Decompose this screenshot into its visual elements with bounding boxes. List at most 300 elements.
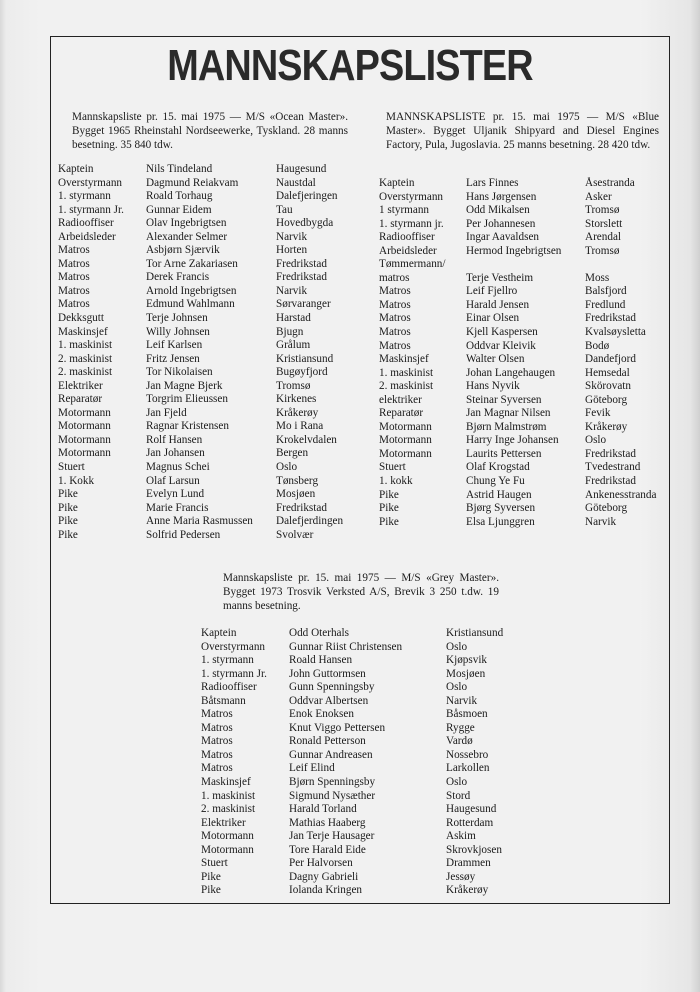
roster-row <box>201 776 526 790</box>
roster-row <box>379 407 671 421</box>
roster-hometown: Tønsberg <box>276 474 319 487</box>
roster-hometown: Båsmoen <box>446 708 488 721</box>
roster-name: Alexander Selmer <box>146 230 228 243</box>
roster-hometown: Narvik <box>276 230 308 243</box>
roster-row <box>379 475 671 489</box>
roster-name: Leif Fjellro <box>466 285 518 298</box>
roster-hometown: Skörovatn <box>585 380 631 393</box>
roster-name: Asbjørn Sjærvik <box>146 244 220 257</box>
roster-role: 1. maskinist <box>58 339 113 352</box>
roster-role: 2. maskinist <box>58 352 113 365</box>
roster-name: Odd Mikalsen <box>466 204 530 217</box>
roster-role: Matros <box>201 721 233 734</box>
roster-row <box>379 367 671 381</box>
roster-row <box>201 708 526 722</box>
roster-row <box>379 204 671 218</box>
roster-hometown: Storslett <box>585 217 623 230</box>
roster-name: Iolanda Kringen <box>289 884 363 897</box>
roster-role: Stuert <box>379 461 406 474</box>
roster-hometown: Jessøy <box>446 870 476 883</box>
roster-role: Overstyrmann <box>58 176 123 189</box>
roster-hometown: Bugøyfjord <box>276 366 328 379</box>
roster-name: Evelyn Lund <box>146 488 205 501</box>
roster-hometown: Fredrikstad <box>276 257 327 270</box>
roster-name: Tor Nikolaisen <box>146 366 213 379</box>
roster-name: Knut Viggo Pettersen <box>289 721 386 734</box>
ocean-master-intro: Mannskapsliste pr. 15. mai 1975 — M/S «Ocean Master». Bygget 1965 Rheinstahl Nordseewerke, Tyskland. 28 manns besetning. 35 840 tdw. <box>72 111 348 151</box>
roster-name: Gunnar Eidem <box>146 203 212 216</box>
roster-row <box>58 312 366 326</box>
roster-role: 1. styrmann Jr. <box>58 203 124 216</box>
roster-name: Leif Elind <box>289 762 335 775</box>
roster-hometown: Dalefjerdingen <box>276 515 344 528</box>
roster-hometown: Narvik <box>585 515 617 528</box>
roster-hometown: Haugesund <box>446 803 497 816</box>
roster-row <box>58 475 366 489</box>
roster-role: Kaptein <box>379 177 415 189</box>
roster-row <box>379 461 671 475</box>
roster-hometown: Bjugn <box>276 325 304 338</box>
roster-hometown: Mosjøen <box>446 667 486 680</box>
roster-role: Matros <box>379 285 411 298</box>
roster-hometown: Kristiansund <box>446 627 504 639</box>
roster-name: Jan Magnar Nilsen <box>466 407 551 420</box>
roster-role: Maskinsjef <box>379 353 429 366</box>
roster-role: Pike <box>58 528 78 541</box>
roster-row <box>58 366 366 380</box>
roster-name: Walter Olsen <box>466 353 525 366</box>
roster-row <box>58 231 366 245</box>
roster-name: Gunnar Riist Christensen <box>289 640 403 653</box>
roster-row <box>201 762 526 776</box>
roster-role: Matros <box>201 762 233 775</box>
roster-name: Jan Johansen <box>146 447 205 460</box>
roster-hometown: Oslo <box>276 461 298 474</box>
roster-row <box>201 749 526 763</box>
roster-hometown: Kråkerøy <box>276 406 319 419</box>
roster-role: Stuert <box>201 857 228 870</box>
roster-hometown: Oslo <box>446 681 468 694</box>
roster-name: Bjørg Syversen <box>466 502 536 515</box>
roster-row <box>58 488 366 502</box>
roster-row <box>201 790 526 804</box>
roster-role: Kaptein <box>58 163 94 175</box>
roster-row <box>201 830 526 844</box>
roster-row <box>201 817 526 831</box>
roster-row <box>379 285 671 299</box>
roster-hometown: Göteborg <box>585 502 628 515</box>
roster-row <box>58 407 366 421</box>
roster-role: 2. maskinist <box>58 366 113 379</box>
roster-hometown: Göteborg <box>585 393 628 406</box>
roster-role: Pike <box>379 488 399 501</box>
roster-hometown: Rygge <box>446 721 475 734</box>
roster-role: Motormann <box>379 434 432 447</box>
roster-role: Reparatør <box>58 393 103 406</box>
roster-name <box>466 258 585 272</box>
roster-row <box>201 641 526 655</box>
roster-role: Dekksgutt <box>58 312 104 325</box>
roster-row <box>58 447 366 461</box>
roster-row <box>58 353 366 367</box>
roster-row <box>58 271 366 285</box>
roster-name: Chung Ye Fu <box>466 475 525 488</box>
roster-role: 1. styrmann <box>201 654 254 667</box>
roster-row <box>379 191 671 205</box>
roster-hometown: Tau <box>276 203 293 216</box>
roster-hometown: Skrovkjosen <box>446 843 502 856</box>
roster-name: John Guttormsen <box>289 667 366 680</box>
roster-name: Rolf Hansen <box>146 433 203 446</box>
roster-hometown: Narvik <box>446 694 478 707</box>
roster-row <box>201 857 526 871</box>
roster-hometown: Fredrikstad <box>585 312 636 325</box>
roster-hometown: Stord <box>446 789 471 802</box>
roster-role: 1. maskinist <box>201 789 256 802</box>
roster-name: Ronald Petterson <box>289 735 366 748</box>
roster-role: Motormann <box>58 406 111 419</box>
roster-name: Oddvar Albertsen <box>289 694 369 707</box>
roster-hometown: Oslo <box>585 434 607 447</box>
roster-hometown: Grålum <box>276 339 311 352</box>
roster-name: Per Johannesen <box>466 217 536 230</box>
roster-hometown: Horten <box>276 244 308 257</box>
roster-hometown: Dandefjord <box>585 353 636 366</box>
roster-name: Nils Tindeland <box>146 163 213 175</box>
roster-name: Elsa Ljunggren <box>466 515 535 528</box>
roster-role: Maskinsjef <box>58 325 108 338</box>
roster-role: Kaptein <box>201 627 237 639</box>
roster-row <box>201 884 526 898</box>
roster-name: Harald Torland <box>289 803 357 816</box>
roster-row <box>201 668 526 682</box>
roster-name: Fritz Jensen <box>146 352 200 365</box>
roster-hometown: Mosjøen <box>276 488 316 501</box>
roster-hometown: Fredrikstad <box>276 271 327 284</box>
roster-role: Matros <box>201 748 233 761</box>
roster-hometown <box>585 258 671 272</box>
roster-name: Steinar Syversen <box>466 393 542 406</box>
roster-hometown: Kvalsøysletta <box>585 326 646 339</box>
roster-name: Mathias Haaberg <box>289 816 366 829</box>
roster-role: Matros <box>379 312 411 325</box>
roster-row <box>379 394 671 408</box>
roster-role: 2. maskinist <box>379 380 434 393</box>
roster-hometown: Fevik <box>585 407 611 420</box>
roster-name: Dagny Gabrieli <box>289 870 359 883</box>
roster-row <box>379 231 671 245</box>
roster-role: Matros <box>201 735 233 748</box>
roster-row <box>58 461 366 475</box>
roster-row <box>201 681 526 695</box>
roster-row <box>201 803 526 817</box>
roster-role: Matros <box>58 257 90 270</box>
roster-name: Laurits Pettersen <box>466 447 542 460</box>
roster-name: Anne Maria Rasmussen <box>146 515 253 528</box>
roster-row <box>58 529 366 543</box>
roster-hometown: Dalefjeringen <box>276 190 338 203</box>
roster-role: 1. styrmann jr. <box>379 217 444 230</box>
roster-name: Solfrid Pedersen <box>146 528 221 541</box>
roster-role: Matros <box>58 298 90 311</box>
roster-name: Hans Nyvik <box>466 380 520 393</box>
roster-name: Tore Harald Eide <box>289 843 366 856</box>
roster-hometown: Hovedbygda <box>276 217 334 230</box>
roster-row <box>201 695 526 709</box>
roster-name: Roald Torhaug <box>146 190 213 203</box>
roster-name: Enok Enoksen <box>289 708 354 721</box>
roster-row <box>379 340 671 354</box>
roster-name: Harry Inge Johansen <box>466 434 559 447</box>
roster-hometown: Rotterdam <box>446 816 494 829</box>
roster-role: Pike <box>379 515 399 528</box>
roster-name: Hermod Ingebrigtsen <box>466 244 562 257</box>
roster-role: Motormann <box>58 447 111 460</box>
roster-hometown: Bergen <box>276 447 309 460</box>
roster-hometown: Fredlund <box>585 298 626 311</box>
roster-role: Motormann <box>379 420 432 433</box>
roster-row <box>58 434 366 448</box>
roster-name: Jan Terje Hausager <box>289 830 375 843</box>
grey-master-roster <box>201 627 526 898</box>
roster-role: Stuert <box>58 461 85 474</box>
roster-name: Marie Francis <box>146 501 209 514</box>
roster-role: Overstyrmann <box>201 640 266 653</box>
roster-row <box>201 722 526 736</box>
roster-row <box>379 326 671 340</box>
roster-hometown: Arendal <box>585 231 622 244</box>
roster-name: Lars Finnes <box>466 177 519 189</box>
roster-name: Jan Fjeld <box>146 406 187 419</box>
roster-name: Terje Johnsen <box>146 312 208 325</box>
roster-role: matros <box>379 271 410 284</box>
roster-hometown: Tvedestrand <box>585 461 641 474</box>
roster-role: Matros <box>58 271 90 284</box>
roster-name: Roald Hansen <box>289 654 353 667</box>
roster-role: Pike <box>201 870 221 883</box>
roster-row <box>379 421 671 435</box>
roster-hometown: Narvik <box>276 284 308 297</box>
roster-role: 1. maskinist <box>379 366 434 379</box>
roster-row <box>58 244 366 258</box>
roster-row <box>58 285 366 299</box>
roster-role: Elektriker <box>58 379 103 392</box>
roster-row <box>379 380 671 394</box>
roster-name: Olav Ingebrigtsen <box>146 217 227 230</box>
roster-role: Motormann <box>58 420 111 433</box>
roster-hometown: Vardø <box>446 735 473 748</box>
roster-hometown: Tromsø <box>585 204 620 217</box>
roster-row <box>379 489 671 503</box>
roster-hometown: Hemsedal <box>585 366 630 379</box>
roster-name: Einar Olsen <box>466 312 520 325</box>
ocean-master-roster <box>58 163 366 542</box>
roster-name: Oddvar Kleivik <box>466 339 536 352</box>
roster-row <box>58 217 366 231</box>
roster-role: Pike <box>58 501 78 514</box>
roster-row <box>58 393 366 407</box>
roster-role: Radiooffiser <box>58 217 114 230</box>
roster-role: 1. Kokk <box>58 474 95 487</box>
roster-hometown: Oslo <box>446 776 468 789</box>
roster-name: Dagmund Reiakvam <box>146 176 239 189</box>
roster-name: Tor Arne Zakariasen <box>146 257 238 270</box>
roster-hometown: Kristiansund <box>276 352 334 365</box>
roster-hometown: Balsfjord <box>585 285 627 298</box>
roster-row <box>379 434 671 448</box>
roster-row <box>58 258 366 272</box>
roster-hometown: Harstad <box>276 312 311 325</box>
roster-hometown: Sørvaranger <box>276 298 331 311</box>
roster-hometown: Oslo <box>446 640 468 653</box>
roster-row <box>58 339 366 353</box>
roster-role: 1. styrmann Jr. <box>201 667 267 680</box>
roster-row <box>379 299 671 313</box>
roster-name: Odd Oterhals <box>289 627 349 639</box>
roster-role: Båtsmann <box>201 694 246 707</box>
roster-hometown: Fredrikstad <box>276 501 327 514</box>
roster-row <box>379 177 671 191</box>
roster-role: Matros <box>201 708 233 721</box>
roster-row <box>58 380 366 394</box>
roster-name: Bjørn Spenningsby <box>289 776 376 789</box>
roster-name: Kjell Kaspersen <box>466 326 538 339</box>
roster-hometown: Svolvær <box>276 528 314 541</box>
roster-row <box>58 326 366 340</box>
roster-name: Gunnar Andreasen <box>289 748 373 761</box>
roster-role: Motormann <box>58 433 111 446</box>
roster-name: Gunn Spenningsby <box>289 681 375 694</box>
roster-name: Olaf Larsun <box>146 474 200 487</box>
roster-row <box>379 258 671 272</box>
roster-hometown: Ankenesstranda <box>585 488 657 501</box>
roster-role: Maskinsjef <box>201 776 251 789</box>
roster-role: Radiooffiser <box>379 231 435 244</box>
roster-role: Pike <box>379 502 399 515</box>
roster-role: 1 styrmann <box>379 204 430 217</box>
roster-row <box>379 312 671 326</box>
roster-row <box>201 735 526 749</box>
blue-master-roster <box>379 177 671 529</box>
roster-role: Arbeidsleder <box>58 230 116 243</box>
roster-row <box>58 420 366 434</box>
roster-name: Terje Vestheim <box>466 271 534 284</box>
roster-name: Edmund Wahlmann <box>146 298 235 311</box>
roster-hometown: Larkollen <box>446 762 490 775</box>
roster-name: Ragnar Kristensen <box>146 420 229 433</box>
roster-role: Arbeidsleder <box>379 244 437 257</box>
roster-name: Arnold Ingebrigtsen <box>146 284 237 297</box>
roster-row <box>58 204 366 218</box>
roster-hometown: Askim <box>446 830 476 843</box>
roster-role: Reparatør <box>379 407 424 420</box>
roster-name: Bjørn Malmstrøm <box>466 420 547 433</box>
roster-hometown: Asker <box>585 190 612 203</box>
roster-role: Pike <box>58 515 78 528</box>
page-title: MANNSKAPSLISTER <box>167 41 533 90</box>
roster-name: Jan Magne Bjerk <box>146 379 223 392</box>
roster-row <box>379 448 671 462</box>
roster-row <box>201 871 526 885</box>
roster-hometown: Moss <box>585 271 610 284</box>
roster-name: Derek Francis <box>146 271 210 284</box>
roster-role: Matros <box>379 298 411 311</box>
roster-hometown: Bodø <box>585 339 610 352</box>
roster-role: Matros <box>379 339 411 352</box>
roster-role: Matros <box>379 326 411 339</box>
roster-row <box>379 516 671 530</box>
roster-row <box>379 353 671 367</box>
roster-role: Tømmermann/ <box>379 258 446 271</box>
roster-row <box>58 502 366 516</box>
roster-name: Astrid Haugen <box>466 488 532 501</box>
roster-hometown: Kirkenes <box>276 393 317 406</box>
roster-name: Harald Jensen <box>466 298 530 311</box>
roster-hometown: Mo i Rana <box>276 420 324 433</box>
roster-role: Motormann <box>201 843 254 856</box>
roster-hometown: Tromsø <box>276 379 311 392</box>
roster-hometown: Fredrikstad <box>585 475 636 488</box>
roster-row <box>58 163 366 177</box>
roster-row <box>58 177 366 191</box>
roster-hometown: Tromsø <box>585 244 620 257</box>
roster-role: 1. kokk <box>379 475 413 488</box>
roster-role: Motormann <box>201 830 254 843</box>
roster-row <box>58 298 366 312</box>
roster-role: Elektriker <box>201 816 246 829</box>
roster-name: Torgrim Elieussen <box>146 393 228 406</box>
roster-row <box>58 515 366 529</box>
roster-role: 1. styrmann <box>58 190 111 203</box>
roster-row <box>201 627 526 641</box>
roster-role: Matros <box>58 244 90 257</box>
roster-hometown: Kjøpsvik <box>446 654 488 667</box>
roster-hometown: Haugesund <box>276 163 327 175</box>
roster-row <box>58 190 366 204</box>
roster-name: Johan Langehaugen <box>466 366 556 379</box>
roster-name: Per Halvorsen <box>289 857 353 870</box>
roster-role: Motormann <box>379 447 432 460</box>
roster-role: Radiooffiser <box>201 681 257 694</box>
roster-row <box>379 245 671 259</box>
roster-hometown: Fredrikstad <box>585 447 636 460</box>
roster-hometown: Kråkerøy <box>446 884 489 897</box>
roster-hometown: Krokelvdalen <box>276 433 337 446</box>
roster-hometown: Drammen <box>446 857 491 870</box>
roster-name: Sigmund Nysæther <box>289 789 376 802</box>
roster-row <box>201 654 526 668</box>
roster-hometown: Åsestranda <box>585 177 635 189</box>
roster-role: Pike <box>201 884 221 897</box>
roster-row <box>379 502 671 516</box>
roster-role: elektriker <box>379 393 422 406</box>
roster-name: Leif Karlsen <box>146 339 203 352</box>
roster-role: Pike <box>58 488 78 501</box>
roster-name: Magnus Schei <box>146 461 210 474</box>
roster-name: Willy Johnsen <box>146 325 210 338</box>
blue-master-intro: MANNSKAPSLISTE pr. 15. mai 1975 — M/S «Blue Master». Bygget Uljanik Shipyard and Diesel Engines Factory, Pula, Jugoslavia. 25 manns besetning. 28 420 tdw. <box>386 111 659 151</box>
roster-row <box>379 272 671 286</box>
roster-hometown: Nossebro <box>446 748 489 761</box>
roster-row <box>379 218 671 232</box>
grey-master-intro: Mannskapsliste pr. 15. mai 1975 — M/S «Grey Master». Bygget 1973 Trosvik Verksted A/S, Brevik 3 250 t.dw. 19 manns besetning. <box>223 572 499 612</box>
roster-role: Matros <box>58 284 90 297</box>
roster-name: Olaf Krogstad <box>466 461 530 474</box>
roster-row <box>201 844 526 858</box>
roster-name: Ingar Aavaldsen <box>466 231 540 244</box>
roster-hometown: Naustdal <box>276 176 316 189</box>
roster-name: Hans Jørgensen <box>466 190 537 203</box>
